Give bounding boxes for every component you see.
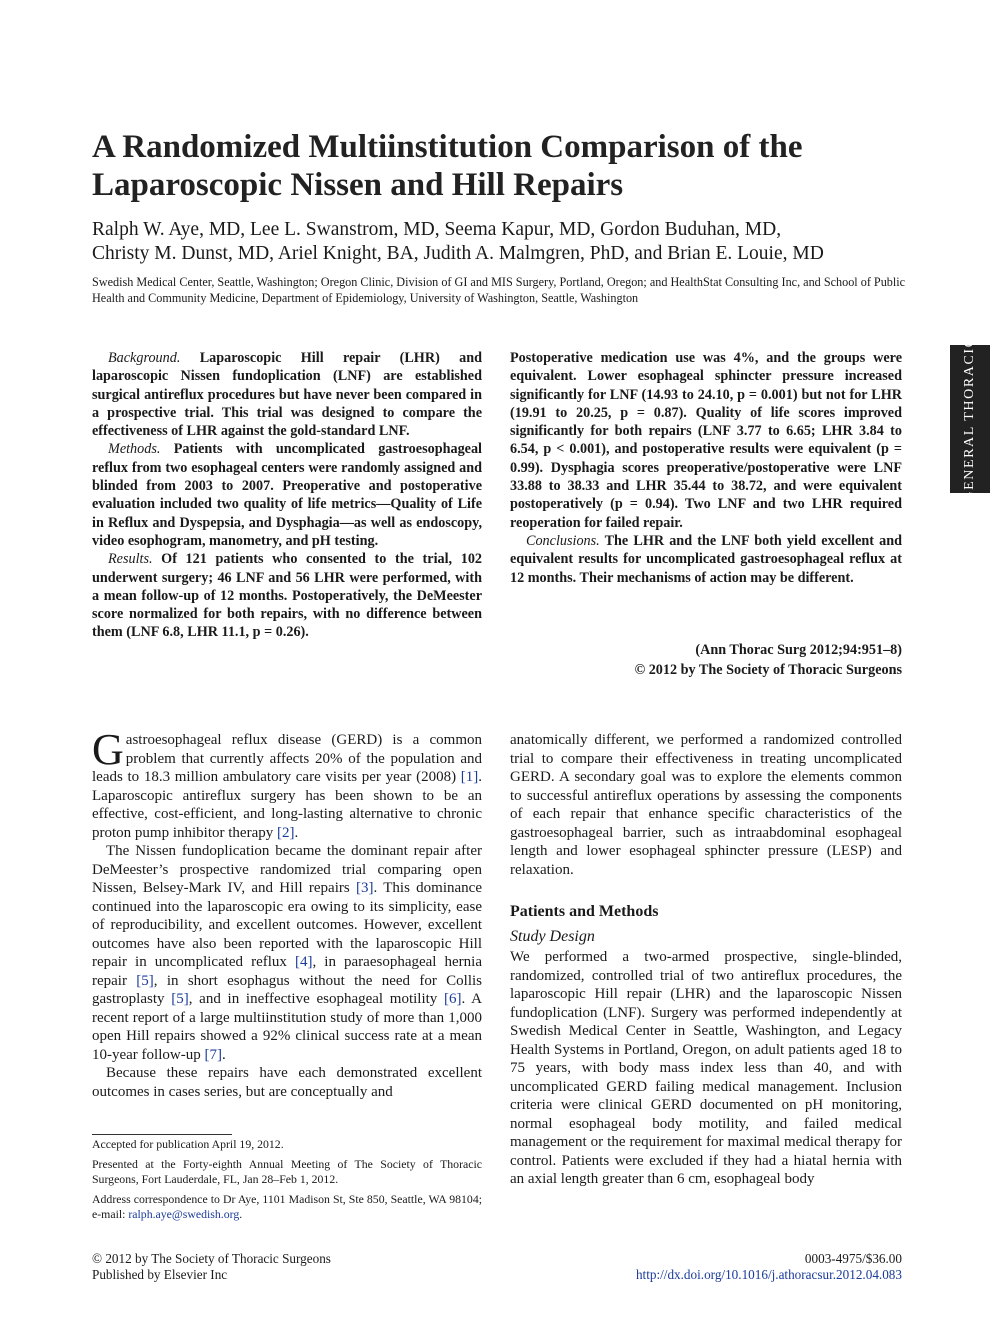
section-tab xyxy=(950,336,990,502)
footer-copyright: © 2012 by The Society of Thoracic Surgeons xyxy=(92,1251,331,1266)
reference-link-7[interactable]: [7] xyxy=(204,1046,222,1063)
reference-link-4[interactable]: [4] xyxy=(294,954,313,970)
abstract-results-label: Results. xyxy=(108,551,153,568)
section-tab-label: GENERAL THORACIC xyxy=(962,336,977,502)
footer-left xyxy=(92,1251,472,1282)
section-heading: Patients and Methods xyxy=(510,903,659,920)
presented-note: Presented at the Forty-eighth Annual Meeting of The Society of Thoracic Surgeons, Fort Lauderdale, FL, Jan 28–Feb 1, 2012. xyxy=(92,1156,482,1186)
body-right-column xyxy=(510,731,902,1189)
abstract-background-label: Background. xyxy=(108,350,181,366)
reference-link-3[interactable]: [3] xyxy=(355,880,374,896)
reference-link-5b[interactable]: [5] xyxy=(171,991,189,1007)
reference-link-2[interactable]: [2] xyxy=(276,824,295,841)
abstract-right-column xyxy=(510,349,902,587)
author-list xyxy=(92,218,922,266)
intro-paragraph-3: Because these repairs have each demonstrated excellent outcomes in cases series, but are conceptually and xyxy=(92,1065,482,1100)
drop-cap: G xyxy=(92,725,124,774)
citation-block xyxy=(510,640,902,680)
subsection-heading: Study Design xyxy=(510,927,595,945)
abstract-conclusions-label: Conclusions. xyxy=(526,532,600,549)
reference-link-6[interactable]: [6] xyxy=(444,991,462,1007)
abstract-methods: Patients with uncomplicated gastroesophageal reflux from two esophageal centers were randomly assigned and blinded from 2003 to 2007. Preoperative and postoperative evaluation included two quality of life metrics—Quality of Life in Reflux and Dyspepsia, and Dysphagia—as well as endoscopy, video esophogram, manometry, and pH testing. xyxy=(92,441,482,549)
abstract-copyright: © 2012 by The Society of Thoracic Surgeons xyxy=(634,662,902,678)
abstract-methods-label: Methods. xyxy=(108,441,161,458)
footnote-rule xyxy=(92,1134,232,1135)
intro-text: , and in ineffective esophageal motility xyxy=(188,991,445,1007)
intro-text: , in paraesophageal hernia repair xyxy=(92,954,482,989)
reference-link-1[interactable]: [1] xyxy=(460,769,479,785)
journal-citation: (Ann Thorac Surg 2012;94:951–8) xyxy=(695,642,902,658)
article-title: A Randomized Multiinstitution Comparison of the Laparoscopic Nissen and Hill Repairs xyxy=(92,129,803,203)
intro-text: , in short esophagus without the need for Collis gastroplasty xyxy=(92,972,483,1007)
intro-continued: anatomically different, we performed a randomized controlled trial to compare their effectiveness in treating uncomplicated GERD. A secondary goal was to explore the elements common to successful antireflux operations by assessing the components of each repair that enhance specific characteristics of the gastroesophageal barrier, such as intraabdominal esophageal length and lower esophageal sphincter pressure (LESP) and relaxation. xyxy=(510,732,902,878)
intro-text: . This dominance continued into the laparoscopic era owing to its simplicity, ease of reproducibility, and excellent outcomes. However, excellent outcomes have also been reported with the laparoscopic Hill repair in uncomplicated reflux xyxy=(92,880,482,970)
correspondence-note: Address correspondence to Dr Aye, 1101 Madison St, Ste 850, Seattle, WA 98104; e-mail: xyxy=(92,1191,482,1221)
abstract-results: Of 121 patients who consented to the trial, 102 underwent surgery; 46 LNF and 56 LHR were performed, with a mean follow-up of 12 months. Postoperatively, the DeMeester score normalized for both repairs, with no difference between them (LNF 6.8, LHR 11.1, p = 0.26). xyxy=(92,551,483,641)
intro-text: . A recent report of a large multiinstitution study of more than 1,000 open Hill repairs showed a 92% clinical success rate at a mean 10-year follow-up xyxy=(92,991,482,1063)
intro-text: . xyxy=(221,1046,226,1063)
accepted-note: Accepted for publication April 19, 2012. xyxy=(92,1137,284,1151)
footer-issn: 0003-4975/$36.00 xyxy=(804,1251,902,1266)
footer-publisher: Published by Elsevier Inc xyxy=(92,1266,228,1282)
authors-line-1: Ralph W. Aye, MD, Lee L. Swanstrom, MD, Seema Kapur, MD, Gordon Buduhan, MD, xyxy=(92,219,782,240)
body-left-column xyxy=(92,725,483,1101)
email-link[interactable]: ralph.aye@swedish.org xyxy=(128,1207,240,1221)
abstract-background: Laparoscopic Hill repair (LHR) and laparoscopic Nissen fundoplication (LNF) are established surgical antireflux procedures but have never been compared in a prospective trial. This trial was designed to compare the effectiveness of LHR against the gold-standard LNF. xyxy=(92,350,483,440)
intro-text: astroesophageal reflux disease (GERD) is a common problem that currently affects 20% of the population and leads to 18.3 million ambulatory care visits per year (2008) xyxy=(92,732,482,785)
abstract-conclusions: The LHR and the LNF both yield excellent and equivalent results for uncomplicated gastroesophageal reflux at 12 months. Their mechanisms of action may be different. xyxy=(510,532,902,586)
intro-text: The Nissen fundoplication became the dominant repair after DeMeester’s prospective randomized trial comparing open Nissen, Belsey-Mark IV, and Hill repairs xyxy=(92,843,482,896)
doi-link[interactable]: http://dx.doi.org/10.1016/j.athoracsur.2012.04.083 xyxy=(635,1266,902,1282)
abstract-left-column xyxy=(92,349,482,642)
footer-right xyxy=(560,1251,902,1282)
correspondence-end: . xyxy=(239,1207,243,1221)
intro-text: . xyxy=(294,824,299,841)
intro-text: . Laparoscopic antireflux surgery has been shown to be an effective, cost-efficient, and long-lasting alternative to chronic proton pump inhibitor therapy xyxy=(92,769,482,841)
footnotes xyxy=(92,1137,482,1227)
abstract-results-continued: Postoperative medication use was 4%, and the groups were equivalent. Lower esophageal sphincter pressure increased significantly for LNF (14.93 to 24.10, p = 0.001) but not for LHR (19.91 to 20.25, p = 0.87). Quality of life scores improved significantly for both repairs (LNF 3.77 to 6.65; LHR 3.84 to 6.54, p < 0.001), and postoperative results were equivalent (p = 0.99). Dysphagia scores preoperative/postoperative were LNF 33.88 to 38.33 and LHR 35.44 to 38.72, and were equivalent postoperatively (p = 0.94). Two LNF and two LHR required reoperation for failed repair. xyxy=(510,350,902,531)
study-design-paragraph: We performed a two-armed prospective, single-blinded, randomized, controlled trial of two antireflux procedures, the laparoscopic Hill repair (LHR) and the laparoscopic Nissen fundoplication (LNF). Surgery was performed independently at Swedish Medical Center in Seattle, Washington, and Legacy Health Systems in Portland, Oregon, on adult patients aged 18 to 75 years, with body mass index less than 40, and with uncomplicated GERD failing medical management. Inclusion criteria were clinical GERD documented on pH monitoring, normal esophageal body motility, and failed medical management or the requirement for maximal medical therapy for control. Patients were excluded if they had a hiatal hernia with an axial length greater than 6 cm, esophageal body xyxy=(510,949,902,1187)
affiliations: Swedish Medical Center, Seattle, Washington; Oregon Clinic, Division of GI and MIS Surgery, Portland, Oregon; and HealthStat Consulting Inc, and School of Public Health and Community Medicine, Department of Epidemiology, University of Washington, Seattle, Washington xyxy=(92,275,906,305)
authors-line-2: Christy M. Dunst, MD, Ariel Knight, BA, Judith A. Malmgren, PhD, and Brian E. Louie, MD xyxy=(92,243,824,264)
reference-link-5[interactable]: [5] xyxy=(136,972,154,989)
